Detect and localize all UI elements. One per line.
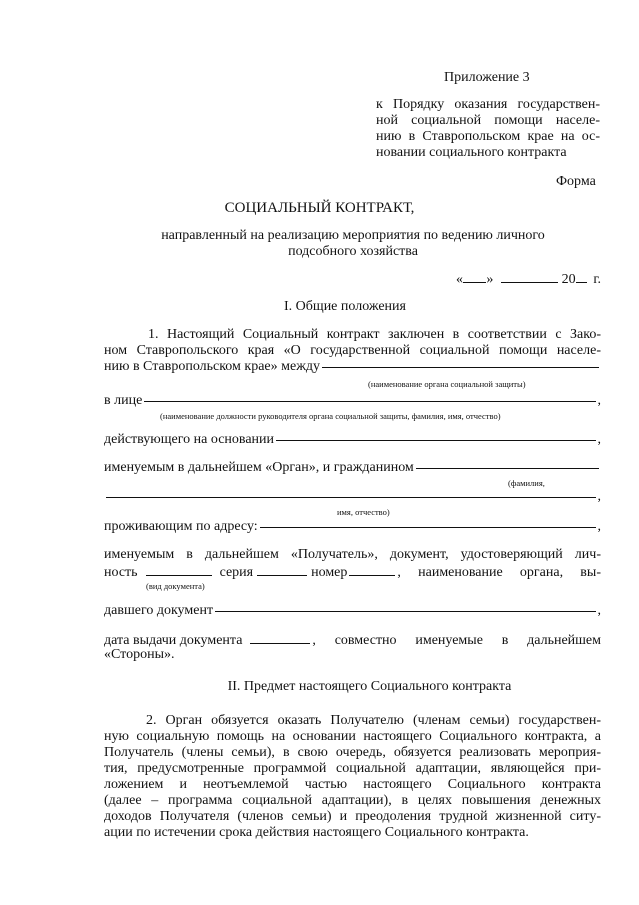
year-blank bbox=[576, 270, 588, 283]
section1-para-line-3 bbox=[104, 359, 601, 375]
appendix-line-2: ной социальной помощи населе- bbox=[376, 113, 600, 128]
in-person-row bbox=[104, 393, 601, 409]
address-blank bbox=[260, 526, 596, 528]
section2-para-line-4: тия, предусмотренные программой социальной адаптации, являющейся при- bbox=[104, 761, 601, 776]
named-organ-label: именуемым в дальнейшем «Орган», и гражданином bbox=[104, 460, 414, 475]
document-title: СОЦИАЛЬНЫЙ КОНТРАКТ, bbox=[224, 200, 415, 216]
appendix-line-1: к Порядку оказания государствен- bbox=[376, 97, 600, 112]
date-close-quote: » bbox=[486, 272, 494, 287]
caption-surname: (фамилия, bbox=[508, 478, 545, 488]
citizen-name-row bbox=[104, 489, 601, 505]
citizen-surname-blank bbox=[416, 467, 599, 469]
section1-para-line-2: ном Ставропольского края «О государственной социальной помощи населе- bbox=[104, 343, 601, 358]
section1-para-text: нию в Ставропольском крае» между bbox=[104, 359, 320, 374]
form-label: Форма bbox=[556, 174, 596, 189]
year-suffix: г. bbox=[593, 272, 601, 287]
year-prefix: 20 bbox=[561, 272, 576, 287]
document-subtitle-2: подсобного хозяйства bbox=[288, 244, 418, 259]
day-blank bbox=[463, 270, 486, 283]
section2-para-line-5: ложением и неотъемлемой частью настоящего Социального контракта bbox=[104, 777, 601, 792]
section1-heading: I. Общие положения bbox=[284, 299, 406, 314]
document-subtitle-1: направленный на реализацию мероприятия по ведению личного bbox=[161, 228, 545, 243]
section2-para-line-2: ную социальную помощь на основании настоящего Социального контракта, а bbox=[104, 729, 601, 744]
section1-para-line-1: 1. Настоящий Социальный контракт заключен в соответствии с Зако- bbox=[148, 327, 601, 342]
caption-organ: (наименование органа социальной защиты) bbox=[368, 379, 526, 389]
named-organ-row bbox=[104, 460, 601, 476]
caption-doc: (вид документа) bbox=[146, 581, 205, 591]
issue-date-row bbox=[104, 631, 601, 649]
acting-basis-blank bbox=[276, 439, 595, 441]
issued-doc-label: давшего документ bbox=[104, 603, 214, 618]
identity-row bbox=[104, 563, 601, 581]
acting-basis-comma: , bbox=[597, 432, 601, 447]
month-blank bbox=[501, 270, 557, 283]
head-name-blank bbox=[144, 400, 595, 402]
acting-basis-row bbox=[104, 432, 601, 448]
number-blank bbox=[349, 563, 395, 576]
organ-name-blank bbox=[322, 366, 599, 368]
section2-para-line-1: 2. Орган обязуется оказать Получателю (членам семьи) государствен- bbox=[146, 713, 601, 728]
citizen-name-blank bbox=[106, 496, 596, 498]
acting-basis-label: действующего на основании bbox=[104, 432, 275, 447]
in-person-label: в лице bbox=[104, 393, 143, 408]
issuer-text: , наименование органа, вы- bbox=[397, 565, 601, 580]
residing-row bbox=[104, 519, 601, 535]
section2-heading: II. Предмет настоящего Социального контракта bbox=[227, 679, 512, 694]
caption-name: имя, отчество) bbox=[337, 507, 390, 517]
jointly-text: , совместно именуемые в дальнейшем bbox=[312, 633, 601, 648]
appendix-line-4: новании социального контракта bbox=[376, 145, 567, 160]
number-word: номер bbox=[311, 565, 348, 580]
appendix-line-3: нию в Ставропольском крае на ос- bbox=[376, 129, 600, 144]
doc-type-blank bbox=[146, 563, 212, 576]
section2-para-line-7: доходов Получателя (членов семьи) и преодоления трудной жизненной ситу- bbox=[104, 809, 601, 824]
recipient-line-1: именуемым в дальнейшем «Получатель», документ, удостоверяющий лич- bbox=[104, 547, 601, 562]
series-blank bbox=[257, 563, 307, 576]
section2-para-line-6: (далее – программа социальной адаптации), в целях повышения денежных bbox=[104, 793, 601, 808]
date-line bbox=[456, 270, 601, 288]
parties-text: «Стороны». bbox=[104, 647, 175, 662]
residing-label: проживающим по адресу: bbox=[104, 519, 258, 534]
appendix-title: Приложение 3 bbox=[444, 70, 530, 85]
issued-doc-comma: , bbox=[597, 603, 601, 618]
issue-date-blank bbox=[250, 631, 310, 644]
issue-date-label: дата выдачи документа bbox=[104, 633, 243, 648]
identity-word: ность bbox=[104, 565, 138, 580]
section2-para-line-8: ации по истечении срока действия настоящего Социального контракта. bbox=[104, 825, 529, 840]
series-word: серия bbox=[219, 565, 254, 580]
caption-head: (наименование должности руководителя органа социальной защиты, фамилия, имя, отчество) bbox=[160, 411, 501, 421]
date-open-quote: « bbox=[456, 272, 463, 287]
section2-para-line-3: Получатель (члены семьи), в свою очередь, обязуется реализовать мероприя- bbox=[104, 745, 601, 760]
citizen-name-comma: , bbox=[597, 489, 601, 504]
issued-doc-blank bbox=[215, 610, 595, 612]
issued-doc-row bbox=[104, 603, 601, 619]
in-person-comma: , bbox=[597, 393, 601, 408]
residing-comma: , bbox=[597, 519, 601, 534]
